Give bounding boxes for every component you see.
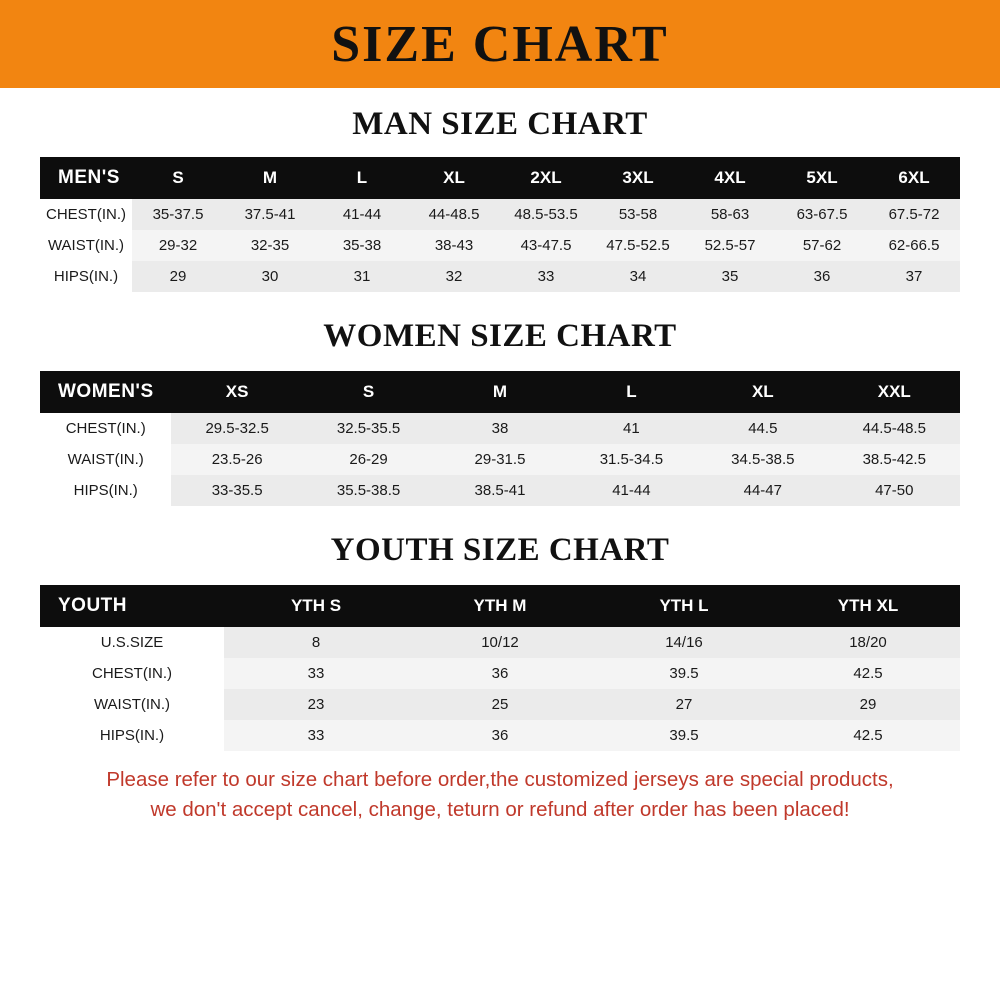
table-cell: 44-47 <box>697 475 828 506</box>
row-label: WAIST(IN.) <box>93 696 171 713</box>
table-cell: 32-35 <box>224 230 316 261</box>
column-header: XXL <box>877 382 911 401</box>
table-header-row <box>40 371 960 413</box>
table-cell: 37 <box>868 261 960 292</box>
footer-note-line-2: we don't accept cancel, change, teturn or refund after order has been placed! <box>150 797 850 821</box>
footer-note-line-1: Please refer to our size chart before order,the customized jerseys are special products, <box>106 768 894 791</box>
column-header: XL <box>443 168 465 187</box>
column-header: YTH L <box>659 596 709 615</box>
row-label: CHEST(IN.) <box>92 665 172 682</box>
table-row <box>40 689 960 720</box>
table-row <box>40 413 960 444</box>
table-cell: 38.5-42.5 <box>829 444 960 475</box>
page-title: SIZE CHART <box>331 15 669 73</box>
table-cell: 41-44 <box>316 199 408 230</box>
table-cell: 67.5-72 <box>868 199 960 230</box>
table-cell: 53-58 <box>592 199 684 230</box>
table-cell: 38-43 <box>408 230 500 261</box>
table-row <box>40 658 960 689</box>
table-row <box>40 261 960 292</box>
table-cell: 42.5 <box>776 658 960 689</box>
column-header: XS <box>225 382 249 401</box>
table-cell: 43-47.5 <box>500 230 592 261</box>
table-cell: 47.5-52.5 <box>592 230 684 261</box>
table-cell: 44.5 <box>697 413 828 444</box>
table-cell: 27 <box>592 689 776 720</box>
table-header-label: WOMEN'S <box>58 381 154 402</box>
table-cell: 8 <box>224 627 408 658</box>
youth-size-table <box>40 585 960 751</box>
column-header: L <box>626 382 637 401</box>
column-header: 5XL <box>806 168 838 187</box>
table-cell: 38 <box>434 413 565 444</box>
table-cell: 63-67.5 <box>776 199 868 230</box>
column-header: 3XL <box>622 168 654 187</box>
table-cell: 33 <box>224 720 408 751</box>
column-header: YTH XL <box>837 596 899 615</box>
column-header: L <box>356 168 368 187</box>
table-cell: 41-44 <box>566 475 697 506</box>
column-header: 6XL <box>898 168 930 187</box>
table-cell: 35-37.5 <box>132 199 224 230</box>
table-cell: 44-48.5 <box>408 199 500 230</box>
table-cell: 57-62 <box>776 230 868 261</box>
table-cell: 18/20 <box>776 627 960 658</box>
column-header: M <box>262 168 278 187</box>
table-row <box>40 444 960 475</box>
table-header-label: MEN'S <box>58 167 120 188</box>
youth-table-wrap <box>40 585 960 751</box>
column-header: YTH S <box>290 596 342 615</box>
table-cell: 25 <box>408 689 592 720</box>
table-cell: 32.5-35.5 <box>303 413 434 444</box>
row-label: WAIST(IN.) <box>67 451 144 468</box>
table-header-row <box>40 157 960 199</box>
table-cell: 34 <box>592 261 684 292</box>
table-cell: 10/12 <box>408 627 592 658</box>
column-header: M <box>492 382 508 401</box>
table-row <box>40 475 960 506</box>
table-cell: 39.5 <box>592 658 776 689</box>
header-banner <box>0 0 1000 88</box>
table-cell: 33-35.5 <box>171 475 302 506</box>
column-header: YTH M <box>473 596 527 615</box>
table-header-row <box>40 585 960 627</box>
men-section-title: MAN SIZE CHART <box>352 106 648 142</box>
table-cell: 35-38 <box>316 230 408 261</box>
table-cell: 36 <box>408 658 592 689</box>
table-cell: 36 <box>776 261 868 292</box>
table-row <box>40 230 960 261</box>
table-cell: 23.5-26 <box>171 444 302 475</box>
men-table-body <box>40 157 960 292</box>
women-table-wrap <box>40 371 960 506</box>
row-label: WAIST(IN.) <box>47 237 125 254</box>
table-cell: 14/16 <box>592 627 776 658</box>
row-label: U.S.SIZE <box>100 634 164 651</box>
column-header: XL <box>751 382 774 401</box>
column-header: S <box>362 382 375 401</box>
table-cell: 48.5-53.5 <box>500 199 592 230</box>
table-cell: 44.5-48.5 <box>829 413 960 444</box>
table-cell: 34.5-38.5 <box>697 444 828 475</box>
women-section-title: WOMEN SIZE CHART <box>323 318 677 354</box>
table-cell: 35 <box>684 261 776 292</box>
table-cell: 32 <box>408 261 500 292</box>
table-cell: 29-31.5 <box>434 444 565 475</box>
table-cell: 35.5-38.5 <box>303 475 434 506</box>
row-label: CHEST(IN.) <box>46 206 126 223</box>
table-row <box>40 199 960 230</box>
table-cell: 31.5-34.5 <box>566 444 697 475</box>
table-cell: 30 <box>224 261 316 292</box>
table-cell: 62-66.5 <box>868 230 960 261</box>
table-row <box>40 720 960 751</box>
table-cell: 31 <box>316 261 408 292</box>
women-size-table <box>40 371 960 506</box>
table-cell: 42.5 <box>776 720 960 751</box>
table-cell: 58-63 <box>684 199 776 230</box>
table-cell: 38.5-41 <box>434 475 565 506</box>
table-row <box>40 627 960 658</box>
table-cell: 29-32 <box>132 230 224 261</box>
column-header: 4XL <box>714 168 746 187</box>
column-header: S <box>172 168 184 187</box>
table-cell: 29 <box>776 689 960 720</box>
table-cell: 47-50 <box>829 475 960 506</box>
row-label: HIPS(IN.) <box>99 727 165 744</box>
table-cell: 39.5 <box>592 720 776 751</box>
table-cell: 29.5-32.5 <box>171 413 302 444</box>
youth-table-body <box>40 585 960 751</box>
footer-note <box>22 765 978 824</box>
table-cell: 37.5-41 <box>224 199 316 230</box>
table-cell: 29 <box>132 261 224 292</box>
table-cell: 26-29 <box>303 444 434 475</box>
table-cell: 23 <box>224 689 408 720</box>
table-header-label: YOUTH <box>58 595 127 616</box>
men-table-wrap <box>40 157 960 292</box>
table-cell: 41 <box>566 413 697 444</box>
women-table-body <box>40 371 960 506</box>
table-cell: 33 <box>224 658 408 689</box>
row-label: CHEST(IN.) <box>65 420 146 437</box>
table-cell: 33 <box>500 261 592 292</box>
men-size-table <box>40 157 960 292</box>
table-cell: 36 <box>408 720 592 751</box>
row-label: HIPS(IN.) <box>53 268 119 285</box>
column-header: 2XL <box>530 168 562 187</box>
row-label: HIPS(IN.) <box>73 482 138 499</box>
table-cell: 52.5-57 <box>684 230 776 261</box>
youth-section-title: YOUTH SIZE CHART <box>330 532 670 568</box>
